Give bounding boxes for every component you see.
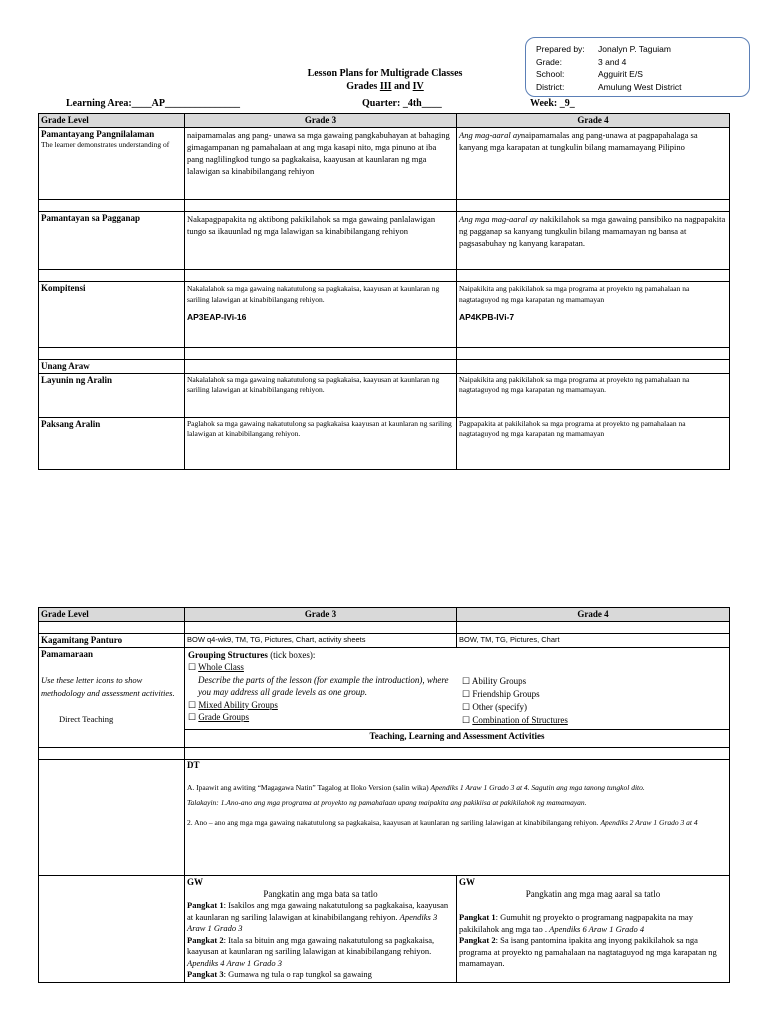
row-label xyxy=(39,128,185,200)
checkbox-icon: ☐ xyxy=(188,699,197,710)
grades-and: and xyxy=(391,81,413,92)
table-header-row xyxy=(39,608,730,622)
paksang-g3: Paglahok sa mga gawaing nakatutulong sa pagkakaisa kaayusan at kaunlaran ng sariling lalawigan at kinabibilangang rehiyon. xyxy=(185,418,457,470)
other-option[interactable] xyxy=(462,701,568,714)
grouping-title: Grouping Structures xyxy=(188,650,268,660)
prep-value: Amulung West District xyxy=(598,81,682,92)
empty-cell xyxy=(39,876,185,983)
grouping-options xyxy=(188,661,726,727)
gw-g4-title: Pangkatin ang mga mag aaral sa tatlo xyxy=(525,888,661,899)
learning-area-value: ____AP_______________ xyxy=(131,98,240,109)
quarter-label: Quarter: xyxy=(362,98,401,109)
header-grade-3: Grade 3 xyxy=(185,608,457,622)
prep-key: School: xyxy=(536,69,565,79)
table-row xyxy=(39,634,730,648)
grade-b: IV xyxy=(412,81,424,92)
dt-item-2 xyxy=(187,818,727,828)
empty-cell xyxy=(457,360,730,374)
pamamaraan-note: Use these letter icons to show methodology and assessment activities. xyxy=(41,675,175,698)
prep-value: 3 and 4 xyxy=(598,56,627,67)
week-value: _9_ xyxy=(559,98,575,109)
lesson-table-2 xyxy=(38,607,730,983)
combination-option[interactable] xyxy=(462,714,568,727)
unang-araw-label: Unang Araw xyxy=(39,360,185,374)
friendship-groups-option[interactable] xyxy=(462,688,568,701)
spacer-cell xyxy=(39,200,185,212)
header-grade-3: Grade 3 xyxy=(185,114,457,128)
mixed-ability-label: Mixed Ability Groups xyxy=(198,699,278,710)
table-row xyxy=(39,648,730,748)
prep-value: Agguirit E/S xyxy=(598,69,643,79)
dt-a-text: A. Ipaawit ang awiting “Magagawa Natin” Tagalog at Iloko Version (salin wika) xyxy=(187,782,431,792)
week xyxy=(530,98,575,109)
pangkat-label: Pangkat 1 xyxy=(459,912,496,922)
pangkat-text: : Gumuhit ng proyekto o programang nagpapakita na may pakikilahok ang mga tao . xyxy=(459,912,693,934)
other-label: Other (specify) xyxy=(472,702,528,712)
paksang-g4: Pagpapakita at pakikilahok sa mga programa at proyekto ng pamahalaan na nagtataguyod ng mga karapatan ng mamamayan xyxy=(457,418,730,470)
pangkat-label: Pangkat 2 xyxy=(187,934,224,945)
pangkat-label: Pangkat 1 xyxy=(187,900,224,910)
pangkat-appendix: Apendiks 3 Araw 1 Grado 3 xyxy=(187,911,438,933)
kompetensi-g4-cell xyxy=(457,282,730,348)
pamantayang-g4-intro: Ang mag-aaral ay xyxy=(459,130,521,140)
pagganap-label: Pamantayan sa Pagganap xyxy=(39,212,185,270)
ability-groups-option[interactable] xyxy=(462,675,568,688)
gw-g3-pangkat-2 xyxy=(187,935,454,970)
ability-groups-label: Ability Groups xyxy=(471,676,527,686)
pangkat-text: : Gumawa ng tula o rap tungkol sa gawaing xyxy=(223,969,372,979)
pangkat-label: Pangkat 3 xyxy=(187,969,224,979)
pamantayang-label: Pamantayang Pangnilalaman xyxy=(41,129,155,139)
combination-label: Combination of Structures xyxy=(472,715,568,725)
spacer-cell xyxy=(457,200,730,212)
grades-line xyxy=(240,81,530,92)
dt-a-appendix: Apendiks 1 Araw 1 Grado 3 at 4. Sagutin ang mga tanong tungkol dito. xyxy=(430,782,645,792)
checkbox-icon: ☐ xyxy=(188,712,197,722)
checkbox-icon: ☐ xyxy=(462,702,471,712)
prepared-by-box xyxy=(525,37,750,97)
pagganap-g4: nakikilahok sa mga gawaing pansibiko na nagpapakita ng pagganap sa kanyang tungkulin bilang mamamayan ng bansa at pagsasabuhay ng kanyang karapatan. xyxy=(459,214,726,248)
spacer-cell xyxy=(185,270,457,282)
table-row xyxy=(39,128,730,200)
kagamitan-label: Kagamitang Panturo xyxy=(39,634,185,648)
spacer-row xyxy=(39,200,730,212)
table-row xyxy=(39,282,730,348)
mixed-ability-option[interactable] xyxy=(188,699,458,712)
quarter xyxy=(362,98,442,109)
gw-g3-pangkat-1 xyxy=(187,900,454,935)
gw-g4-pangkat-1 xyxy=(459,912,727,935)
pagganap-g4-cell xyxy=(457,212,730,270)
grade-groups-label: Grade Groups xyxy=(198,712,250,722)
whole-class-desc: Describe the parts of the lesson (for example the introduction), where you may address all grade levels as one group. xyxy=(198,674,449,697)
dt-talakayin: Talakayin: 1.Ano-ano ang mga programa at proyekto ng pamahalaan upang maipakita ang pakikiisa at pakikilahok ng mamamayan. xyxy=(187,798,587,807)
pamantayang-g4: naipamamalas ang pang-unawa at pagpapahalaga sa kanyang mga karapatan at tungkulin bilang mamamayang Pilipino xyxy=(459,130,698,152)
learning-area xyxy=(66,98,240,109)
table-row xyxy=(39,360,730,374)
prep-row xyxy=(536,56,739,69)
grouping-title-line xyxy=(188,650,726,661)
table-row xyxy=(39,760,730,876)
pagganap-g4-intro: Ang mga mag-aaral ay xyxy=(459,214,538,224)
prep-row xyxy=(536,68,739,81)
table-row xyxy=(39,418,730,470)
prep-key: Prepared by: xyxy=(536,44,585,54)
week-label: Week: xyxy=(530,98,558,109)
checkbox-icon: ☐ xyxy=(462,676,471,686)
spacer-cell xyxy=(185,348,457,360)
pangkat-appendix: Apendiks 6 Araw 1 Grado 4 xyxy=(549,923,645,934)
grouping-col-left xyxy=(188,661,458,727)
pamamaraan-cell xyxy=(39,648,185,748)
grouping-cell xyxy=(185,648,730,748)
empty-cell xyxy=(185,360,457,374)
gw-g4-cell xyxy=(457,876,730,983)
pangkat-appendix: Apendiks 4 Araw 1 Grado 3 xyxy=(187,957,282,968)
grouping-col-right xyxy=(458,661,568,727)
pamamaraan-label: Pamamaraan xyxy=(41,649,93,659)
checkbox-icon: ☐ xyxy=(462,689,471,699)
quarter-value: _4th____ xyxy=(402,98,442,109)
layunin-g3: Nakalalahok sa mga gawaing nakatutulong sa pagkakaisa, kaayusan at kaunlaran ng sariling lalawigan at kinabibilangang rehiyon. xyxy=(185,374,457,418)
spacer-cell xyxy=(39,348,185,360)
prep-value: Jonalyn P. Taguiam xyxy=(598,44,671,54)
spacer-row xyxy=(39,270,730,282)
kompetensi-g3-code: AP3EAP-IVi-16 xyxy=(187,312,247,322)
spacer-cell xyxy=(39,270,185,282)
document-title: Lesson Plans for Multigrade Classes xyxy=(307,68,463,79)
dt-item-a xyxy=(187,783,727,793)
gw-g3-cell xyxy=(185,876,457,983)
pangkat-text: : Sa isang pantomina ipakita ang inyong pakikilahok sa nga programa at proyekto ng pamahalaan na nagtataguyod ng mga karapatan ng mamamayan. xyxy=(459,935,717,968)
table-header-row xyxy=(39,114,730,128)
friendship-groups-label: Friendship Groups xyxy=(472,689,540,699)
table-row xyxy=(39,876,730,983)
spacer-cell xyxy=(39,622,185,634)
spacer-cell xyxy=(185,622,457,634)
spacer-cell xyxy=(39,748,185,760)
lesson-table-1 xyxy=(38,113,730,470)
learning-area-label: Learning Area: xyxy=(66,98,132,109)
pamantayang-g3: naipamamalas ang pang- unawa sa mga gawaing pangkabuhayan at bahaging gimagampanan ng pamahalaan at ang mga kasapi nito, mga pinuno at iba pang naglilingkod tungo sa pagkakaisa, kaayusan at kaunlaran ng mga lalawigan sa kinabibilangang rehiyon xyxy=(185,128,457,200)
table-row xyxy=(39,212,730,270)
kompetensi-g4: Naipakikita ang pakikilahok sa mga programa at proyekto ng pamahalaan na nagtataguyod ng mga karapatan ng mamamayan xyxy=(459,284,690,304)
tla-header: Teaching, Learning and Assessment Activities xyxy=(185,729,729,742)
gw-g4-pangkat-2 xyxy=(459,935,727,970)
spacer-cell xyxy=(457,348,730,360)
table-row xyxy=(39,374,730,418)
kagamitan-g4: BOW, TM, TG, Pictures, Chart xyxy=(457,634,730,648)
spacer-cell xyxy=(185,200,457,212)
checkbox-icon: ☐ xyxy=(462,715,471,725)
pangkat-text: : Itala sa bituin ang mga gawaing nakatutulong sa pagkakaisa, kaayusan at kaunlaran ng sariling lalawigan at kinabibilangang rehiyon. xyxy=(187,934,435,956)
prep-key: District: xyxy=(536,81,565,92)
pamantayang-sub: The learner demonstrates understanding of xyxy=(41,140,170,149)
kompetensi-g3: Nakalalahok sa mga gawaing nakatutulong sa pagkakaisa, kaayusan at kaunlaran ng sariling lalawigan at kinabibilangang rehiyon. xyxy=(187,284,440,304)
paksang-label: Paksang Aralin xyxy=(39,418,185,470)
grouping-hint: (tick boxes): xyxy=(267,650,316,660)
kagamitan-g3: BOW q4-wk9, TM, TG, Pictures, Chart, activity sheets xyxy=(185,634,457,648)
kompetensi-g3-cell xyxy=(185,282,457,348)
pangkat-text: : Isakilos ang mga gawaing nakatutulong sa pagkakaisa, kaayusan at kaunlaran ng sariling lalawigan at kinabibilangang rehiyon. xyxy=(187,900,449,922)
grade-a: III xyxy=(379,81,392,92)
checkbox-icon: ☐ xyxy=(188,662,197,672)
grades-prefix: Grades xyxy=(346,81,380,92)
gw-g3-label: GW xyxy=(187,877,204,887)
whole-class-label: Whole Class xyxy=(198,662,244,672)
kompetensi-g4-code: AP4KPB-IVi-7 xyxy=(459,312,515,322)
gw-g4-label: GW xyxy=(459,877,476,887)
spacer-row xyxy=(39,348,730,360)
pagganap-g3: Nakapagpapakita ng aktibong pakikilahok sa mga gawaing panlalawigan tungo sa ikauunlad ng mga lalawigan sa kinabibilangang rehiyon xyxy=(185,212,457,270)
header-grade-level: Grade Level xyxy=(39,114,185,128)
whole-class-option[interactable] xyxy=(188,661,458,674)
spacer-cell xyxy=(457,270,730,282)
spacer-cell xyxy=(457,622,730,634)
grade-groups-option[interactable] xyxy=(188,711,458,724)
header-grade-level: Grade Level xyxy=(39,608,185,622)
spacer-row xyxy=(39,748,730,760)
header-grade-4: Grade 4 xyxy=(457,114,730,128)
layunin-label: Layunin ng Aralin xyxy=(39,374,185,418)
dt-label: DT xyxy=(187,760,200,770)
dt-2-appendix: Apendiks 2 Araw 1 Grado 3 at 4 xyxy=(600,817,698,827)
spacer-cell xyxy=(185,748,730,760)
gw-g3-pangkat-3 xyxy=(187,969,454,981)
dt-cell xyxy=(185,760,730,876)
dt-2-text: 2. Ano – ano ang mga mga gawaing nakatutulong sa pagkakaisa, kaayusan at kaunlaran ng sariling lalawigan at kinabibilangang rehiyon. xyxy=(187,817,601,827)
kompetensi-label: Kompitensi xyxy=(39,282,185,348)
layunin-g4: Naipakikita ang pakikilahok sa mga programa at proyekto ng pamahalaan na nagtataguyod ng mga karapatan ng mamamayan. xyxy=(457,374,730,418)
pamantayang-g4-cell xyxy=(457,128,730,200)
prep-row xyxy=(536,43,739,56)
pangkat-label: Pangkat 2 xyxy=(459,935,496,945)
prep-key: Grade: xyxy=(536,56,562,67)
prep-row xyxy=(536,81,739,94)
spacer-row xyxy=(39,622,730,634)
header-grade-4: Grade 4 xyxy=(457,608,730,622)
gw-g3-title: Pangkatin ang mga bata sa tatlo xyxy=(263,888,378,899)
direct-teaching-label: Direct Teaching xyxy=(59,714,114,724)
empty-cell xyxy=(39,760,185,876)
